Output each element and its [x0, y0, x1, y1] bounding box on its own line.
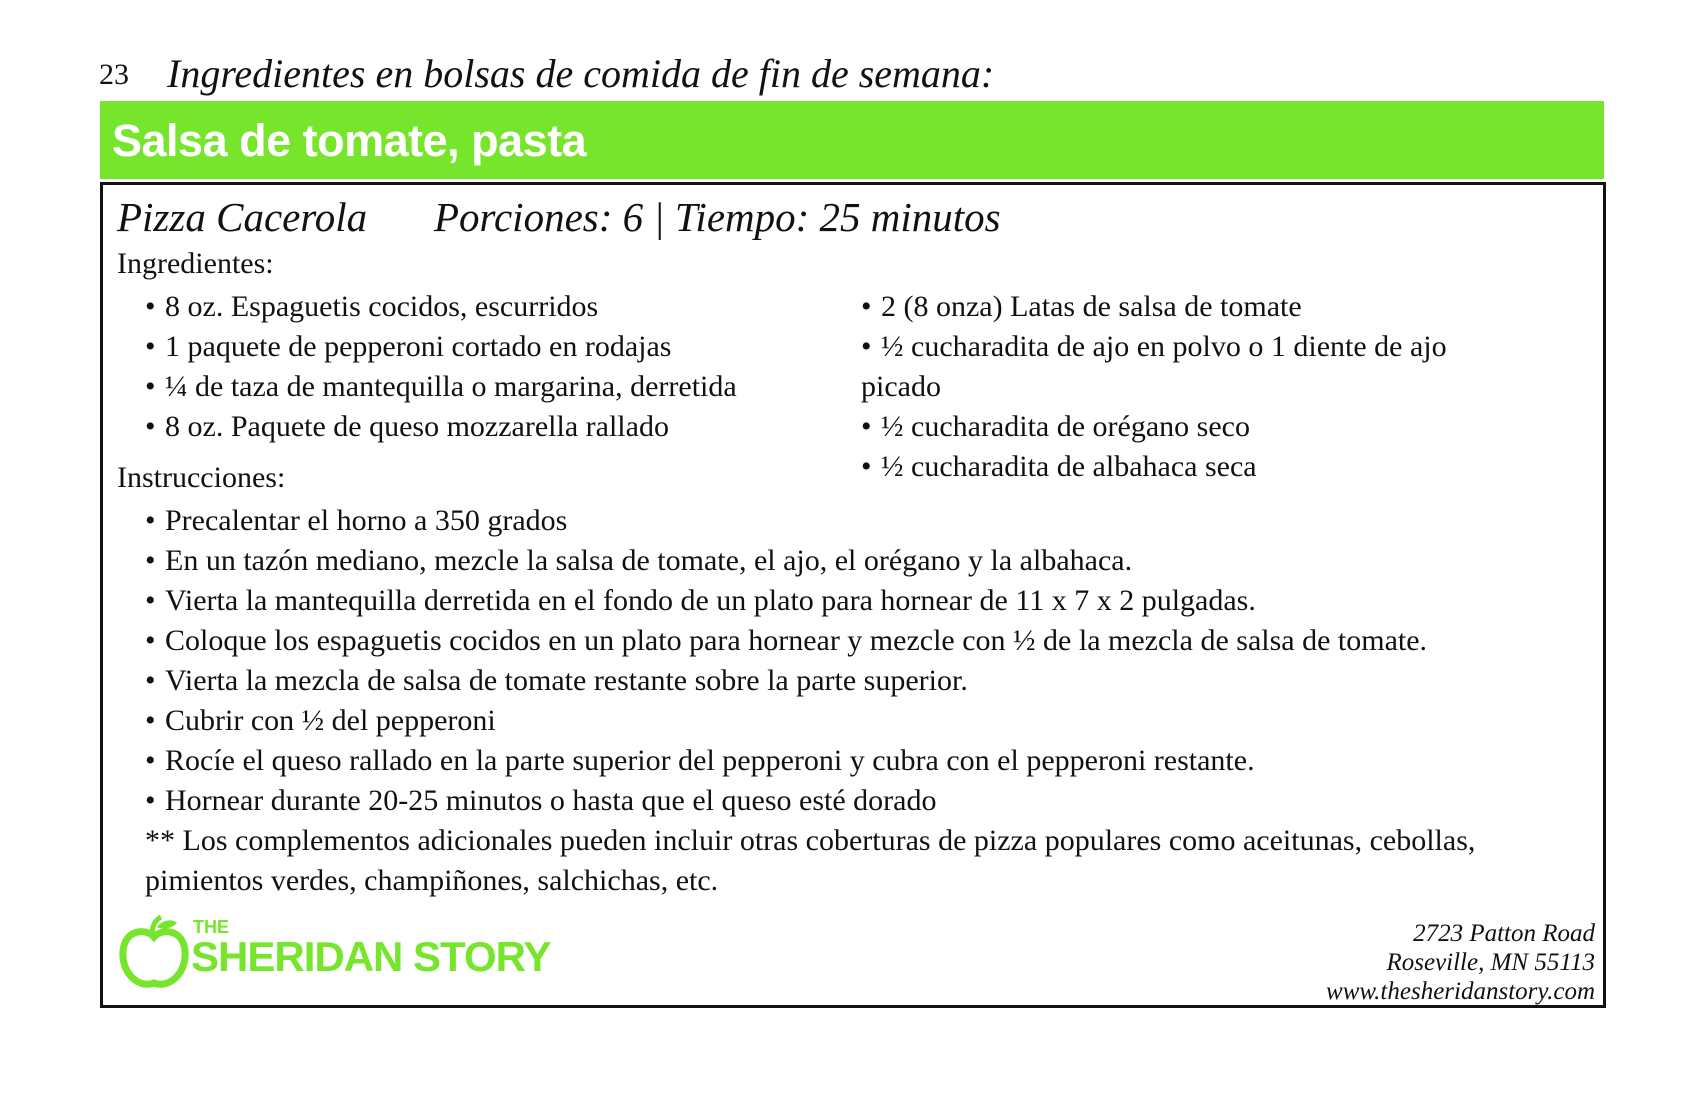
instructions-label: Instrucciones:: [117, 461, 286, 494]
instruction-step: [145, 501, 1427, 541]
instruction-text: Vierta la mantequilla derretida en el fondo de un plato para hornear de 11 x 7 x 2 pulgadas.: [165, 584, 1256, 617]
address-street: 2723 Patton Road: [1413, 920, 1595, 947]
bullet: •: [145, 744, 156, 777]
ingredients-list-left: [145, 287, 737, 447]
page-number: 23: [99, 58, 129, 91]
bullet: •: [145, 410, 156, 443]
ingredient-text: 1 paquete de pepperoni cortado en rodajas: [165, 330, 672, 363]
ingredient-text: 2 (8 onza) Latas de salsa de tomate: [881, 290, 1302, 323]
logo-the-text: THE: [193, 917, 229, 937]
sheridan-story-logo: [117, 915, 577, 993]
instruction-text: Precalentar el horno a 350 grados: [165, 504, 568, 537]
ingredient-item: [145, 327, 737, 367]
instruction-step: [145, 541, 1427, 581]
recipe-servings-time: Porciones: 6 | Tiempo: 25 minutos: [434, 194, 1001, 240]
ingredients-label: Ingredientes:: [117, 247, 274, 280]
recipe-name: Pizza Cacerola: [117, 194, 368, 240]
bullet: •: [861, 450, 872, 483]
section-title: Salsa de tomate, pasta: [112, 115, 587, 166]
ingredient-item: [145, 367, 737, 407]
bullet: •: [145, 624, 156, 657]
ingredient-item: [861, 407, 1521, 447]
ingredient-text: ½ cucharadita de albahaca seca: [881, 450, 1257, 483]
ingredient-text: 8 oz. Espaguetis cocidos, escurridos: [165, 290, 599, 323]
address-block: [1326, 919, 1595, 1006]
address-city: Roseville, MN 55113: [1386, 949, 1595, 976]
bullet: •: [145, 584, 156, 617]
bullet: •: [145, 704, 156, 737]
bullet: •: [861, 330, 872, 363]
instruction-step: [145, 741, 1427, 781]
bullet: •: [145, 370, 156, 403]
bullet: •: [145, 664, 156, 697]
ingredient-text: 8 oz. Paquete de queso mozzarella rallado: [165, 410, 669, 443]
bullet: •: [145, 504, 156, 537]
ingredient-text: ½ cucharadita de orégano seco: [881, 410, 1250, 443]
ingredient-item: [861, 327, 1521, 407]
instruction-step: [145, 621, 1427, 661]
apple-icon: [117, 915, 191, 993]
bullet: •: [861, 410, 872, 443]
instruction-step: [145, 581, 1427, 621]
additional-toppings-note: ** Los complementos adicionales pueden incluir otras coberturas de pizza populares como aceitunas, cebollas, pimientos verdes, champiñones, salchichas, etc.: [145, 824, 1476, 897]
ingredient-item: [145, 407, 737, 447]
bullet: •: [145, 544, 156, 577]
section-title-bar: [100, 101, 1604, 179]
instruction-step: [145, 661, 1427, 701]
instruction-text: En un tazón mediano, mezcle la salsa de tomate, el ajo, el orégano y la albahaca.: [165, 544, 1133, 577]
ingredients-list-right: [861, 287, 1521, 487]
instructions-list: [145, 501, 1427, 821]
instruction-text: Cubrir con ½ del pepperoni: [165, 704, 496, 737]
instruction-text: Rocíe el queso rallado en la parte superior del pepperoni y cubra con el pepperoni restante.: [165, 744, 1255, 777]
instruction-text: Coloque los espaguetis cocidos en un plato para hornear y mezcle con ½ de la mezcla de salsa de tomate.: [165, 624, 1428, 657]
logo-name-text: SHERIDAN STORY: [191, 933, 551, 980]
instruction-text: Hornear durante 20-25 minutos o hasta que el queso esté dorado: [165, 784, 937, 817]
ingredient-item: [861, 287, 1521, 327]
website-link[interactable]: www.thesheridanstory.com: [1326, 978, 1595, 1005]
bullet: •: [145, 330, 156, 363]
ingredient-item: [145, 287, 737, 327]
bullet: •: [145, 290, 156, 323]
instruction-step: [145, 781, 1427, 821]
bullet: •: [861, 290, 872, 323]
ingredient-item: [861, 447, 1521, 487]
instruction-step: [145, 701, 1427, 741]
bullet: •: [145, 784, 156, 817]
ingredient-text: ½ cucharadita de ajo en polvo o 1 diente de ajo picado: [861, 330, 1447, 403]
recipe-card: [100, 182, 1606, 1008]
ingredient-text: ¼ de taza de mantequilla o margarina, derretida: [165, 370, 737, 403]
instruction-text: Vierta la mezcla de salsa de tomate restante sobre la parte superior.: [165, 664, 968, 697]
page-heading: Ingredientes en bolsas de comida de fin de semana:: [167, 51, 995, 96]
